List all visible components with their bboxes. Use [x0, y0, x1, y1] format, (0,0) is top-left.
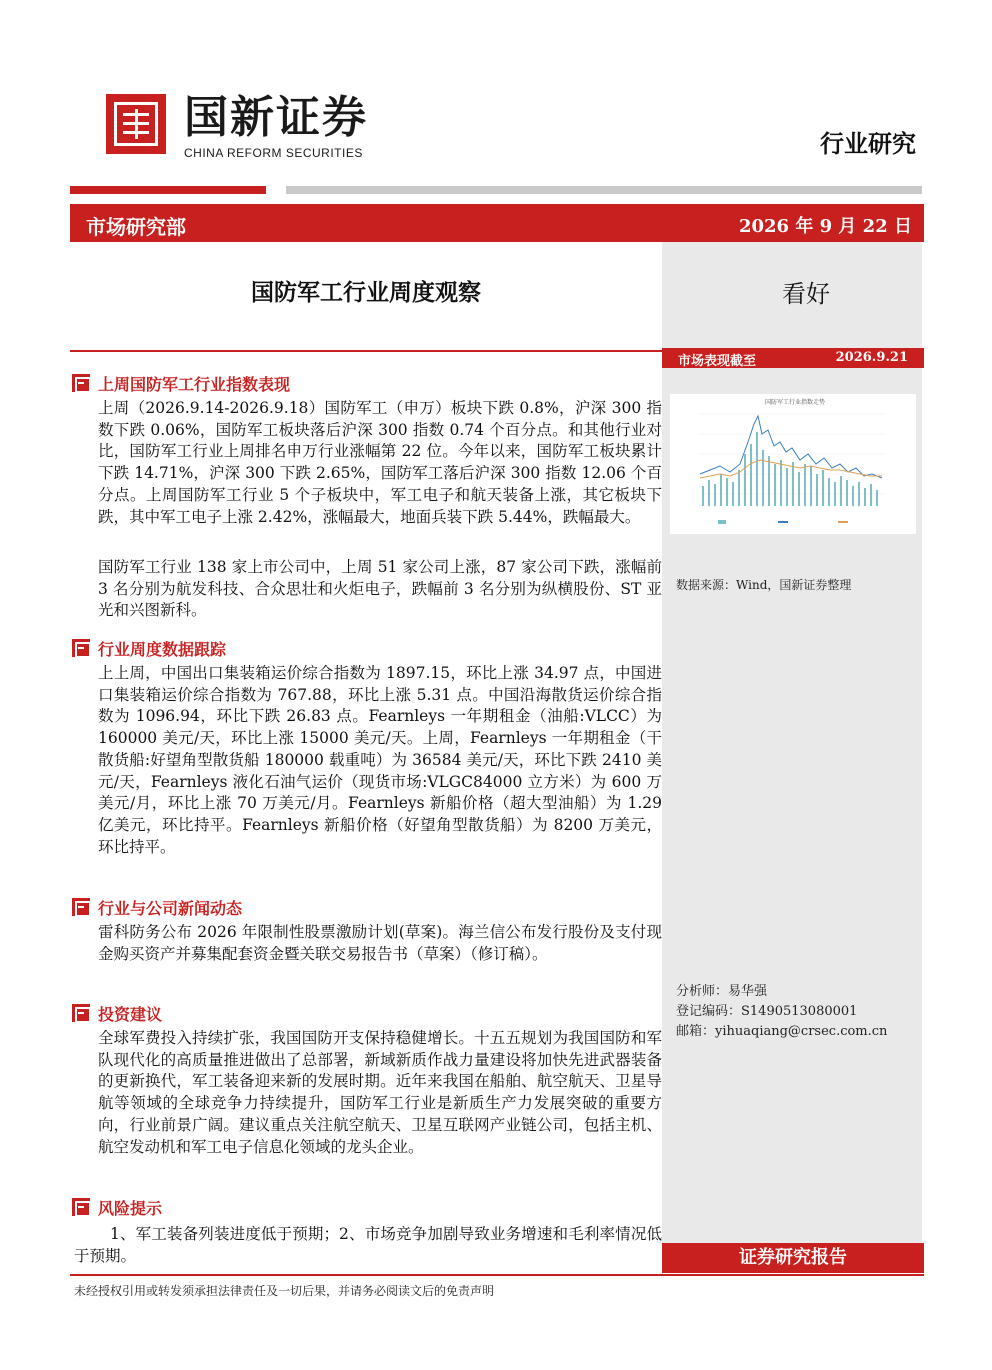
rating: 看好: [782, 280, 830, 308]
chart-title: 国防军工行业指数走势: [765, 399, 826, 406]
department-label: 市场研究部: [86, 215, 186, 239]
header-band: [70, 204, 924, 242]
chart-line-sector: [700, 416, 882, 478]
market-chart-svg: [670, 394, 916, 534]
market-label: 市场表现截至: [678, 354, 757, 369]
section-bullet-icon: [72, 898, 90, 916]
paragraph: 雷科防务公布 2026 年限制性股票激励计划(草案)。海兰信公布发行股份及支付现金购买资产并募集配套资金暨关联交易报告书（草案）（修订稿）。: [98, 923, 662, 963]
paragraph: 上周（2026.9.14-2026.9.18）国防军工（申万）板块下跌 0.8%，沪深 300 指数下跌 0.06%，国防军工板块落后沪深 300 指数 0.74 个百分点。和其他行业对比，国防军工行业上周排名申万行业涨幅第 22 位。今年以来，国防军工板块累计下跌 14.71%，沪深 300 下跌 2.65%，国防军工落后沪深 300 指数 12.06 个百分点。上周国防军工行业 5 个子板块中，军工电子和航天装备上涨，其它板块下跌，其中军工电子上涨 2.42%，涨幅最大，地面兵装下跌 5.44%，跌幅最大。: [98, 399, 662, 526]
paragraph: 国防军工行业 138 家上市公司中，上周 51 家公司上涨，87 家公司下跌，涨幅前 3 名分别为航发科技、合众思壮和火炬电子，跌幅前 3 名分别为纵横股份、ST 亚光和兴图新科。: [98, 558, 662, 620]
analyst-name: 分析师：易华强: [676, 984, 768, 999]
chart-volume-bars: [702, 432, 878, 506]
report-type: 行业研究: [820, 129, 916, 158]
header-divider-red: [70, 186, 266, 194]
section-title: 行业与公司新闻动态: [98, 898, 243, 918]
section-title: 风险提示: [98, 1198, 163, 1218]
company-logo-icon: [106, 94, 166, 154]
section-bullet-icon: [72, 1198, 90, 1216]
section-title: 投资建议: [98, 1004, 163, 1024]
header-divider-gray: [286, 186, 922, 194]
title-divider: [70, 350, 662, 352]
market-chart: [670, 394, 916, 534]
section-header: [72, 896, 242, 918]
company-name-en: CHINA REFORM SECURITIES: [184, 146, 363, 160]
chart-source: 数据来源：Wind，国新证券整理: [676, 578, 852, 592]
chart-legend: [718, 520, 848, 524]
section-title: 上周国防军工行业指数表现: [98, 374, 291, 394]
section-header: [72, 1002, 162, 1024]
footer-band: 证券研究报告: [662, 1243, 924, 1273]
company-name-cn: 国新证券: [184, 92, 368, 143]
section-header: [72, 1196, 162, 1218]
disclaimer: 未经授权引用或转发须承担法律责任及一切后果，并请务必阅读文后的免责声明: [74, 1284, 495, 1298]
section-bullet-icon: [72, 374, 90, 392]
paragraph: 1、军工装备列装进度低于预期；2、市场竞争加剧导致业务增速和毛利率情况低于预期。: [74, 1225, 662, 1265]
section-title: 行业周度数据跟踪: [98, 639, 227, 659]
analyst-email: 邮箱：yihuaqiang@crsec.com.cn: [676, 1024, 888, 1039]
section-header: [72, 637, 226, 659]
paragraph: 上上周，中国出口集装箱运价综合指数为 1897.15，环比上涨 34.97 点，中国进口集装箱运价综合指数为 767.88，环比上涨 5.31 点。中国沿海散货运价综合指数为 1096.94，环比下跌 26.83 点。Fearnleys 一年期租金（油船:VLCC）为 160000 美元/天，环比上涨 15000 美元/天。上周，Fearnleys 一年期租金（干散货船:好望角型散货船 180000 载重吨）为 36584 美元/天，环比下跌 2410 美元/天，Fearnleys 液化石油气运价（现货市场:VLGC84000 立方米）为 600 万美元/月，环比上涨 70 万美元/月。Fearnleys 新船价格（超大型油船）为 1.29 亿美元，环比持平。Fearnleys 新船价格（好望角型散货船）为 8200 万美元，环比持平。: [98, 664, 662, 856]
section-bullet-icon: [72, 639, 90, 657]
report-title: 国防军工行业周度观察: [251, 280, 481, 306]
section-bullet-icon: [72, 1004, 90, 1022]
footer-divider: [70, 1274, 924, 1276]
section-header: [72, 372, 290, 394]
analyst-info: [676, 982, 887, 1042]
report-date: 2026 年 9 月 22 日: [738, 216, 912, 237]
analyst-registration: 登记编码：S1490513080001: [676, 1004, 858, 1019]
market-band: [662, 348, 924, 368]
paragraph: 全球军费投入持续扩张，我国国防开支保持稳健增长。十五五规划为我国国防和军队现代化的高质量推进做出了总部署，新域新质作战力量建设将加快先进武器装备的更新换代，军工装备迎来新的发展时期。近年来我国在船舶、航空航天、卫星导航等领域的全球竞争力持续提升，国防军工行业是新质生产力发展突破的重要方向，行业前景广阔。建议重点关注航空航天、卫星互联网产业链公司，包括主机、航空发动机和军工电子信息化领域的龙头企业。: [98, 1029, 662, 1156]
market-date: 2026.9.21: [835, 350, 908, 365]
